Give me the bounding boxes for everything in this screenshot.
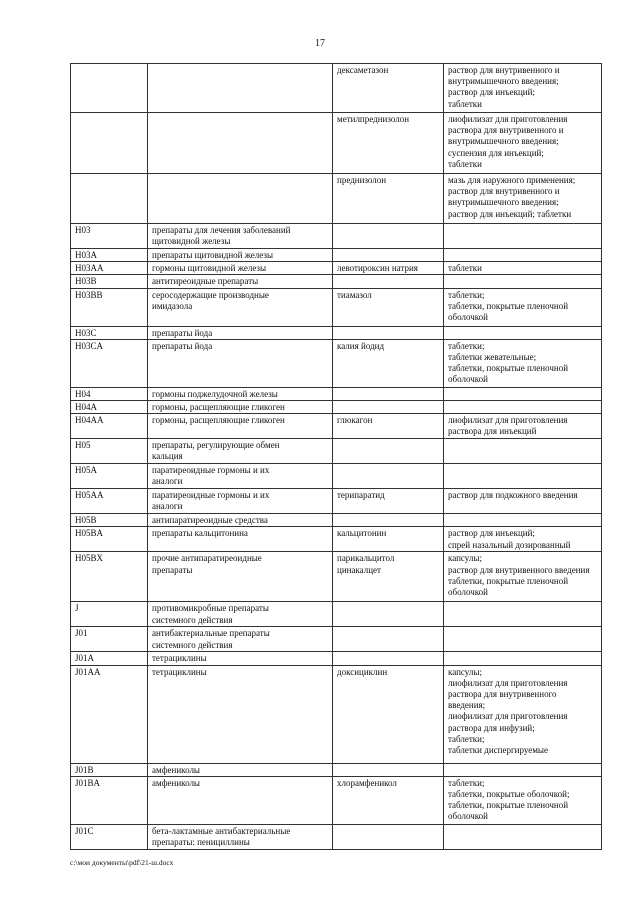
table-row xyxy=(71,326,602,339)
anatomical-group-cell: гормоны поджелудочной железы xyxy=(148,387,333,400)
dosage-form-cell xyxy=(444,464,602,489)
dosage-form-cell xyxy=(444,387,602,400)
anatomical-group-cell: гормоны, расщепляющие гликоген xyxy=(148,414,333,439)
table-row xyxy=(71,275,602,288)
anatomical-group-cell xyxy=(148,113,333,174)
table-body xyxy=(71,64,602,850)
atc-code-cell: H03BB xyxy=(71,288,148,326)
table-row xyxy=(71,262,602,275)
table-row xyxy=(71,401,602,414)
drug-name-cell xyxy=(333,326,444,339)
dosage-form-cell xyxy=(444,224,602,249)
drug-name-cell xyxy=(333,602,444,627)
drug-name-cell xyxy=(333,249,444,262)
table-row xyxy=(71,489,602,514)
drug-name-cell: дексаметазон xyxy=(333,64,444,113)
dosage-form-cell: таблетки; таблетки жевательные; таблетки, покрытые пленочной оболочкой xyxy=(444,339,602,387)
dosage-form-cell: лиофилизат для приготовления раствора для инъекций xyxy=(444,414,602,439)
dosage-form-cell xyxy=(444,439,602,464)
drug-name-cell: доксициклин xyxy=(333,665,444,763)
atc-code-cell: H03 xyxy=(71,224,148,249)
table-row xyxy=(71,527,602,552)
table-row xyxy=(71,464,602,489)
table-row xyxy=(71,387,602,400)
dosage-form-cell xyxy=(444,824,602,849)
table-row xyxy=(71,249,602,262)
dosage-form-cell xyxy=(444,514,602,527)
atc-code-cell xyxy=(71,64,148,113)
dosage-form-cell xyxy=(444,401,602,414)
dosage-form-cell xyxy=(444,275,602,288)
dosage-form-cell: лиофилизат для приготовления раствора для внутривенного и внутримышечного введения; суспензия для инъекций; таблетки xyxy=(444,113,602,174)
drug-name-cell xyxy=(333,439,444,464)
anatomical-group-cell: антибактериальные препараты системного действия xyxy=(148,627,333,652)
dosage-form-cell: капсулы; раствор для внутривенного введения таблетки, покрытые пленочной оболочкой xyxy=(444,552,602,602)
drug-name-cell xyxy=(333,763,444,776)
drug-name-cell xyxy=(333,627,444,652)
atc-code-cell xyxy=(71,174,148,224)
drug-name-cell xyxy=(333,464,444,489)
anatomical-group-cell: прочие антипаратиреоидные препараты xyxy=(148,552,333,602)
atc-code-cell: H05 xyxy=(71,439,148,464)
anatomical-group-cell: паратиреоидные гормоны и их аналоги xyxy=(148,464,333,489)
table-row xyxy=(71,414,602,439)
atc-code-cell: H05A xyxy=(71,464,148,489)
drug-name-cell: терипаратид xyxy=(333,489,444,514)
atc-code-cell: H04AA xyxy=(71,414,148,439)
drug-name-cell: метилпреднизолон xyxy=(333,113,444,174)
anatomical-group-cell xyxy=(148,64,333,113)
table-row xyxy=(71,552,602,602)
atc-code-cell xyxy=(71,113,148,174)
anatomical-group-cell: гормоны щитовидной железы xyxy=(148,262,333,275)
dosage-form-cell xyxy=(444,249,602,262)
drug-name-cell xyxy=(333,824,444,849)
dosage-form-cell xyxy=(444,627,602,652)
anatomical-group-cell: препараты щитовидной железы xyxy=(148,249,333,262)
drug-name-cell: преднизолон xyxy=(333,174,444,224)
drug-name-cell: глюкагон xyxy=(333,414,444,439)
atc-code-cell: J xyxy=(71,602,148,627)
atc-code-cell: H04A xyxy=(71,401,148,414)
atc-code-cell: J01AA xyxy=(71,665,148,763)
drug-table xyxy=(70,63,602,850)
atc-code-cell: H05B xyxy=(71,514,148,527)
dosage-form-cell xyxy=(444,652,602,665)
dosage-form-cell xyxy=(444,602,602,627)
dosage-form-cell xyxy=(444,326,602,339)
atc-code-cell: J01B xyxy=(71,763,148,776)
table-row xyxy=(71,665,602,763)
table-row xyxy=(71,288,602,326)
atc-code-cell: J01BA xyxy=(71,776,148,824)
anatomical-group-cell: тетрациклины xyxy=(148,665,333,763)
atc-code-cell: J01A xyxy=(71,652,148,665)
atc-code-cell: J01 xyxy=(71,627,148,652)
drug-name-cell xyxy=(333,275,444,288)
anatomical-group-cell: серосодержащие производные имидазола xyxy=(148,288,333,326)
drug-name-cell: парикальцитол цинакалцет xyxy=(333,552,444,602)
table-row xyxy=(71,652,602,665)
dosage-form-cell xyxy=(444,763,602,776)
drug-name-cell: кальцитонин xyxy=(333,527,444,552)
dosage-form-cell: раствор для подкожного введения xyxy=(444,489,602,514)
atc-code-cell: H03B xyxy=(71,275,148,288)
anatomical-group-cell: тетрациклины xyxy=(148,652,333,665)
atc-code-cell: H03A xyxy=(71,249,148,262)
anatomical-group-cell: антипаратиреоидные средства xyxy=(148,514,333,527)
table-row xyxy=(71,514,602,527)
table-row xyxy=(71,763,602,776)
table-row xyxy=(71,776,602,824)
dosage-form-cell: капсулы; лиофилизат для приготовления раствора для внутривенного введения; лиофилизат для приготовления раствора для инфузий; таблетки; таблетки диспергируемые xyxy=(444,665,602,763)
atc-code-cell: H03C xyxy=(71,326,148,339)
anatomical-group-cell: паратиреоидные гормоны и их аналоги xyxy=(148,489,333,514)
dosage-form-cell: таблетки; таблетки, покрытые оболочкой; таблетки, покрытые пленочной оболочкой xyxy=(444,776,602,824)
atc-code-cell: H03AA xyxy=(71,262,148,275)
drug-name-cell xyxy=(333,514,444,527)
anatomical-group-cell: гормоны, расщепляющие гликоген xyxy=(148,401,333,414)
dosage-form-cell: раствор для инъекций; спрей назальный дозированный xyxy=(444,527,602,552)
page-number: 17 xyxy=(315,38,325,49)
drug-name-cell: левотироксин натрия xyxy=(333,262,444,275)
table-row xyxy=(71,339,602,387)
drug-name-cell xyxy=(333,401,444,414)
drug-name-cell: калия йодид xyxy=(333,339,444,387)
drug-name-cell: хлорамфеникол xyxy=(333,776,444,824)
atc-code-cell: H05BA xyxy=(71,527,148,552)
table-row xyxy=(71,64,602,113)
anatomical-group-cell: амфениколы xyxy=(148,776,333,824)
atc-code-cell: H04 xyxy=(71,387,148,400)
drug-name-cell xyxy=(333,224,444,249)
anatomical-group-cell: противомикробные препараты системного действия xyxy=(148,602,333,627)
table-row xyxy=(71,224,602,249)
dosage-form-cell: таблетки; таблетки, покрытые пленочной оболочкой xyxy=(444,288,602,326)
atc-code-cell: H05AA xyxy=(71,489,148,514)
atc-code-cell: J01C xyxy=(71,824,148,849)
drug-name-cell: тиамазол xyxy=(333,288,444,326)
atc-code-cell: H03CA xyxy=(71,339,148,387)
footer-file-path: c:\мои документы\pdf\21-ш.docx xyxy=(70,858,174,867)
anatomical-group-cell: препараты кальцитонина xyxy=(148,527,333,552)
anatomical-group-cell: препараты йода xyxy=(148,339,333,387)
atc-code-cell: H05BX xyxy=(71,552,148,602)
anatomical-group-cell: антитиреоидные препараты xyxy=(148,275,333,288)
anatomical-group-cell: амфениколы xyxy=(148,763,333,776)
anatomical-group-cell xyxy=(148,174,333,224)
table-row xyxy=(71,174,602,224)
anatomical-group-cell: препараты йода xyxy=(148,326,333,339)
table-row xyxy=(71,627,602,652)
dosage-form-cell: таблетки xyxy=(444,262,602,275)
anatomical-group-cell: препараты для лечения заболеваний щитовидной железы xyxy=(148,224,333,249)
table-row xyxy=(71,824,602,849)
anatomical-group-cell: бета-лактамные антибактериальные препараты: пенициллины xyxy=(148,824,333,849)
table-row xyxy=(71,439,602,464)
table-row xyxy=(71,602,602,627)
drug-name-cell xyxy=(333,652,444,665)
drug-name-cell xyxy=(333,387,444,400)
anatomical-group-cell: препараты, регулирующие обмен кальция xyxy=(148,439,333,464)
table-row xyxy=(71,113,602,174)
dosage-form-cell: мазь для наружного применения; раствор для внутривенного и внутримышечного введения; раствор для инъекций; таблетки xyxy=(444,174,602,224)
dosage-form-cell: раствор для внутривенного и внутримышечного введения; раствор для инъекций; таблетки xyxy=(444,64,602,113)
